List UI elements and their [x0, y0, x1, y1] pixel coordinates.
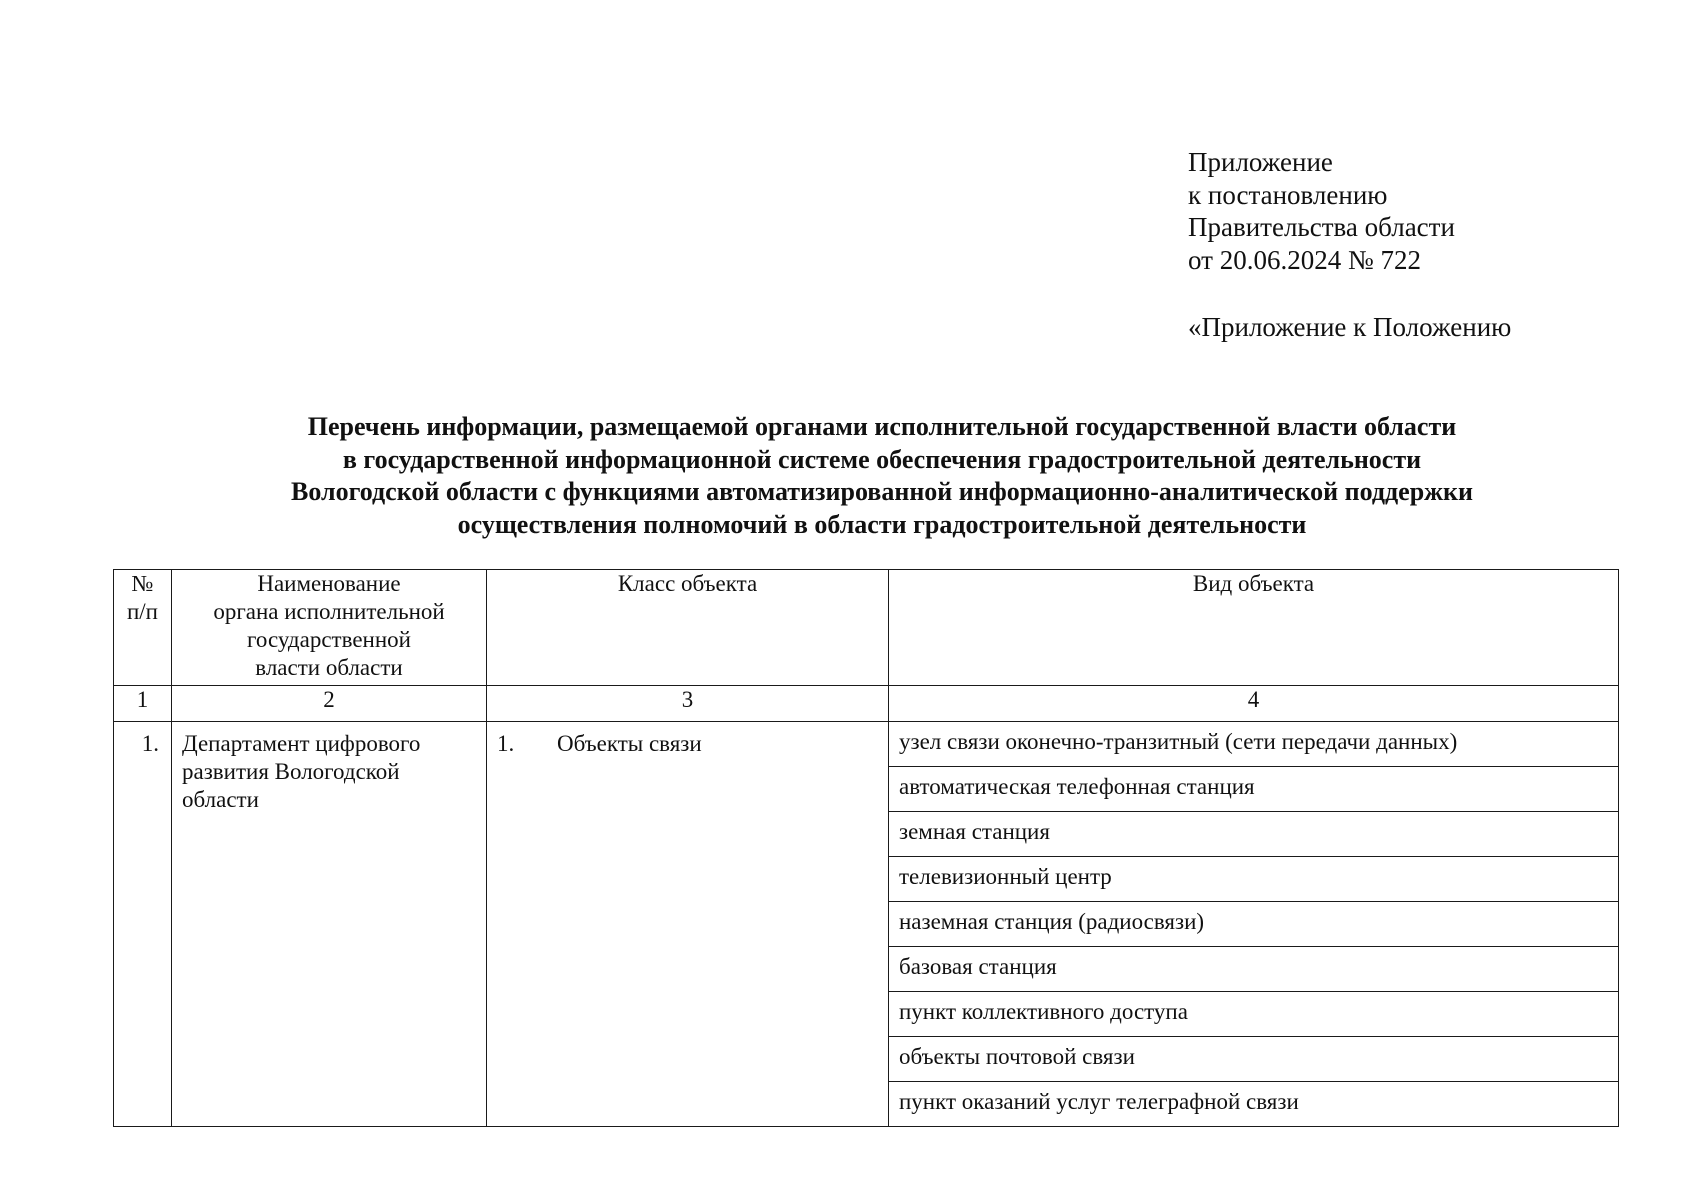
title-line: Перечень информации, размещаемой органами исполнительной государственной власти области: [307, 412, 1457, 441]
object-class-name: Объекты связи: [557, 731, 702, 756]
table-header-row: [114, 570, 1619, 686]
appendix-block: [1188, 146, 1511, 344]
object-kind: узел связи оконечно-транзитный (сети передачи данных): [889, 722, 1619, 767]
object-class-number: 1.: [497, 731, 515, 756]
title-line: Вологодской области с функциями автоматизированной информационно-аналитической поддержки: [291, 477, 1473, 506]
appendix-line: Правительства области: [1188, 212, 1455, 242]
appendix-line: к постановлению: [1188, 179, 1388, 210]
column-number: 4: [889, 686, 1619, 722]
object-kind: пункт оказаний услуг телеграфной связи: [889, 1082, 1619, 1127]
object-kind: автоматическая телефонная станция: [889, 767, 1619, 812]
appendix-line: Приложение: [1188, 147, 1333, 177]
object-kind: пункт коллективного доступа: [889, 992, 1619, 1037]
object-kind: телевизионный центр: [889, 857, 1619, 902]
appendix-reference: «Приложение к Положению: [1188, 312, 1512, 342]
document-title: [110, 411, 1654, 541]
title-line: осуществления полномочий в области градостроительной деятельности: [457, 509, 1307, 539]
column-number: 2: [172, 686, 487, 722]
column-numbers-row: [114, 686, 1619, 722]
header-kind: Вид объекта: [889, 570, 1619, 686]
row-number: 1.: [114, 722, 172, 1127]
object-class: [487, 722, 889, 1127]
object-kind: наземная станция (радиосвязи): [889, 902, 1619, 947]
header-org: Наименование органа исполнительной государственной власти области: [172, 570, 487, 686]
object-kind: базовая станция: [889, 947, 1619, 992]
column-number: 3: [487, 686, 889, 722]
appendix-line: от 20.06.2024 № 722: [1188, 244, 1421, 275]
object-kind: земная станция: [889, 812, 1619, 857]
object-kind: объекты почтовой связи: [889, 1037, 1619, 1082]
header-no: № п/п: [114, 570, 172, 686]
information-table: [113, 569, 1619, 1127]
title-line: в государственной информационной системе обеспечения градостроительной деятельности: [342, 444, 1422, 474]
table-row: [114, 722, 1619, 767]
org-name: Департамент цифрового развития Вологодской области: [172, 722, 487, 1127]
column-number: 1: [114, 686, 172, 722]
header-class: Класс объекта: [487, 570, 889, 686]
